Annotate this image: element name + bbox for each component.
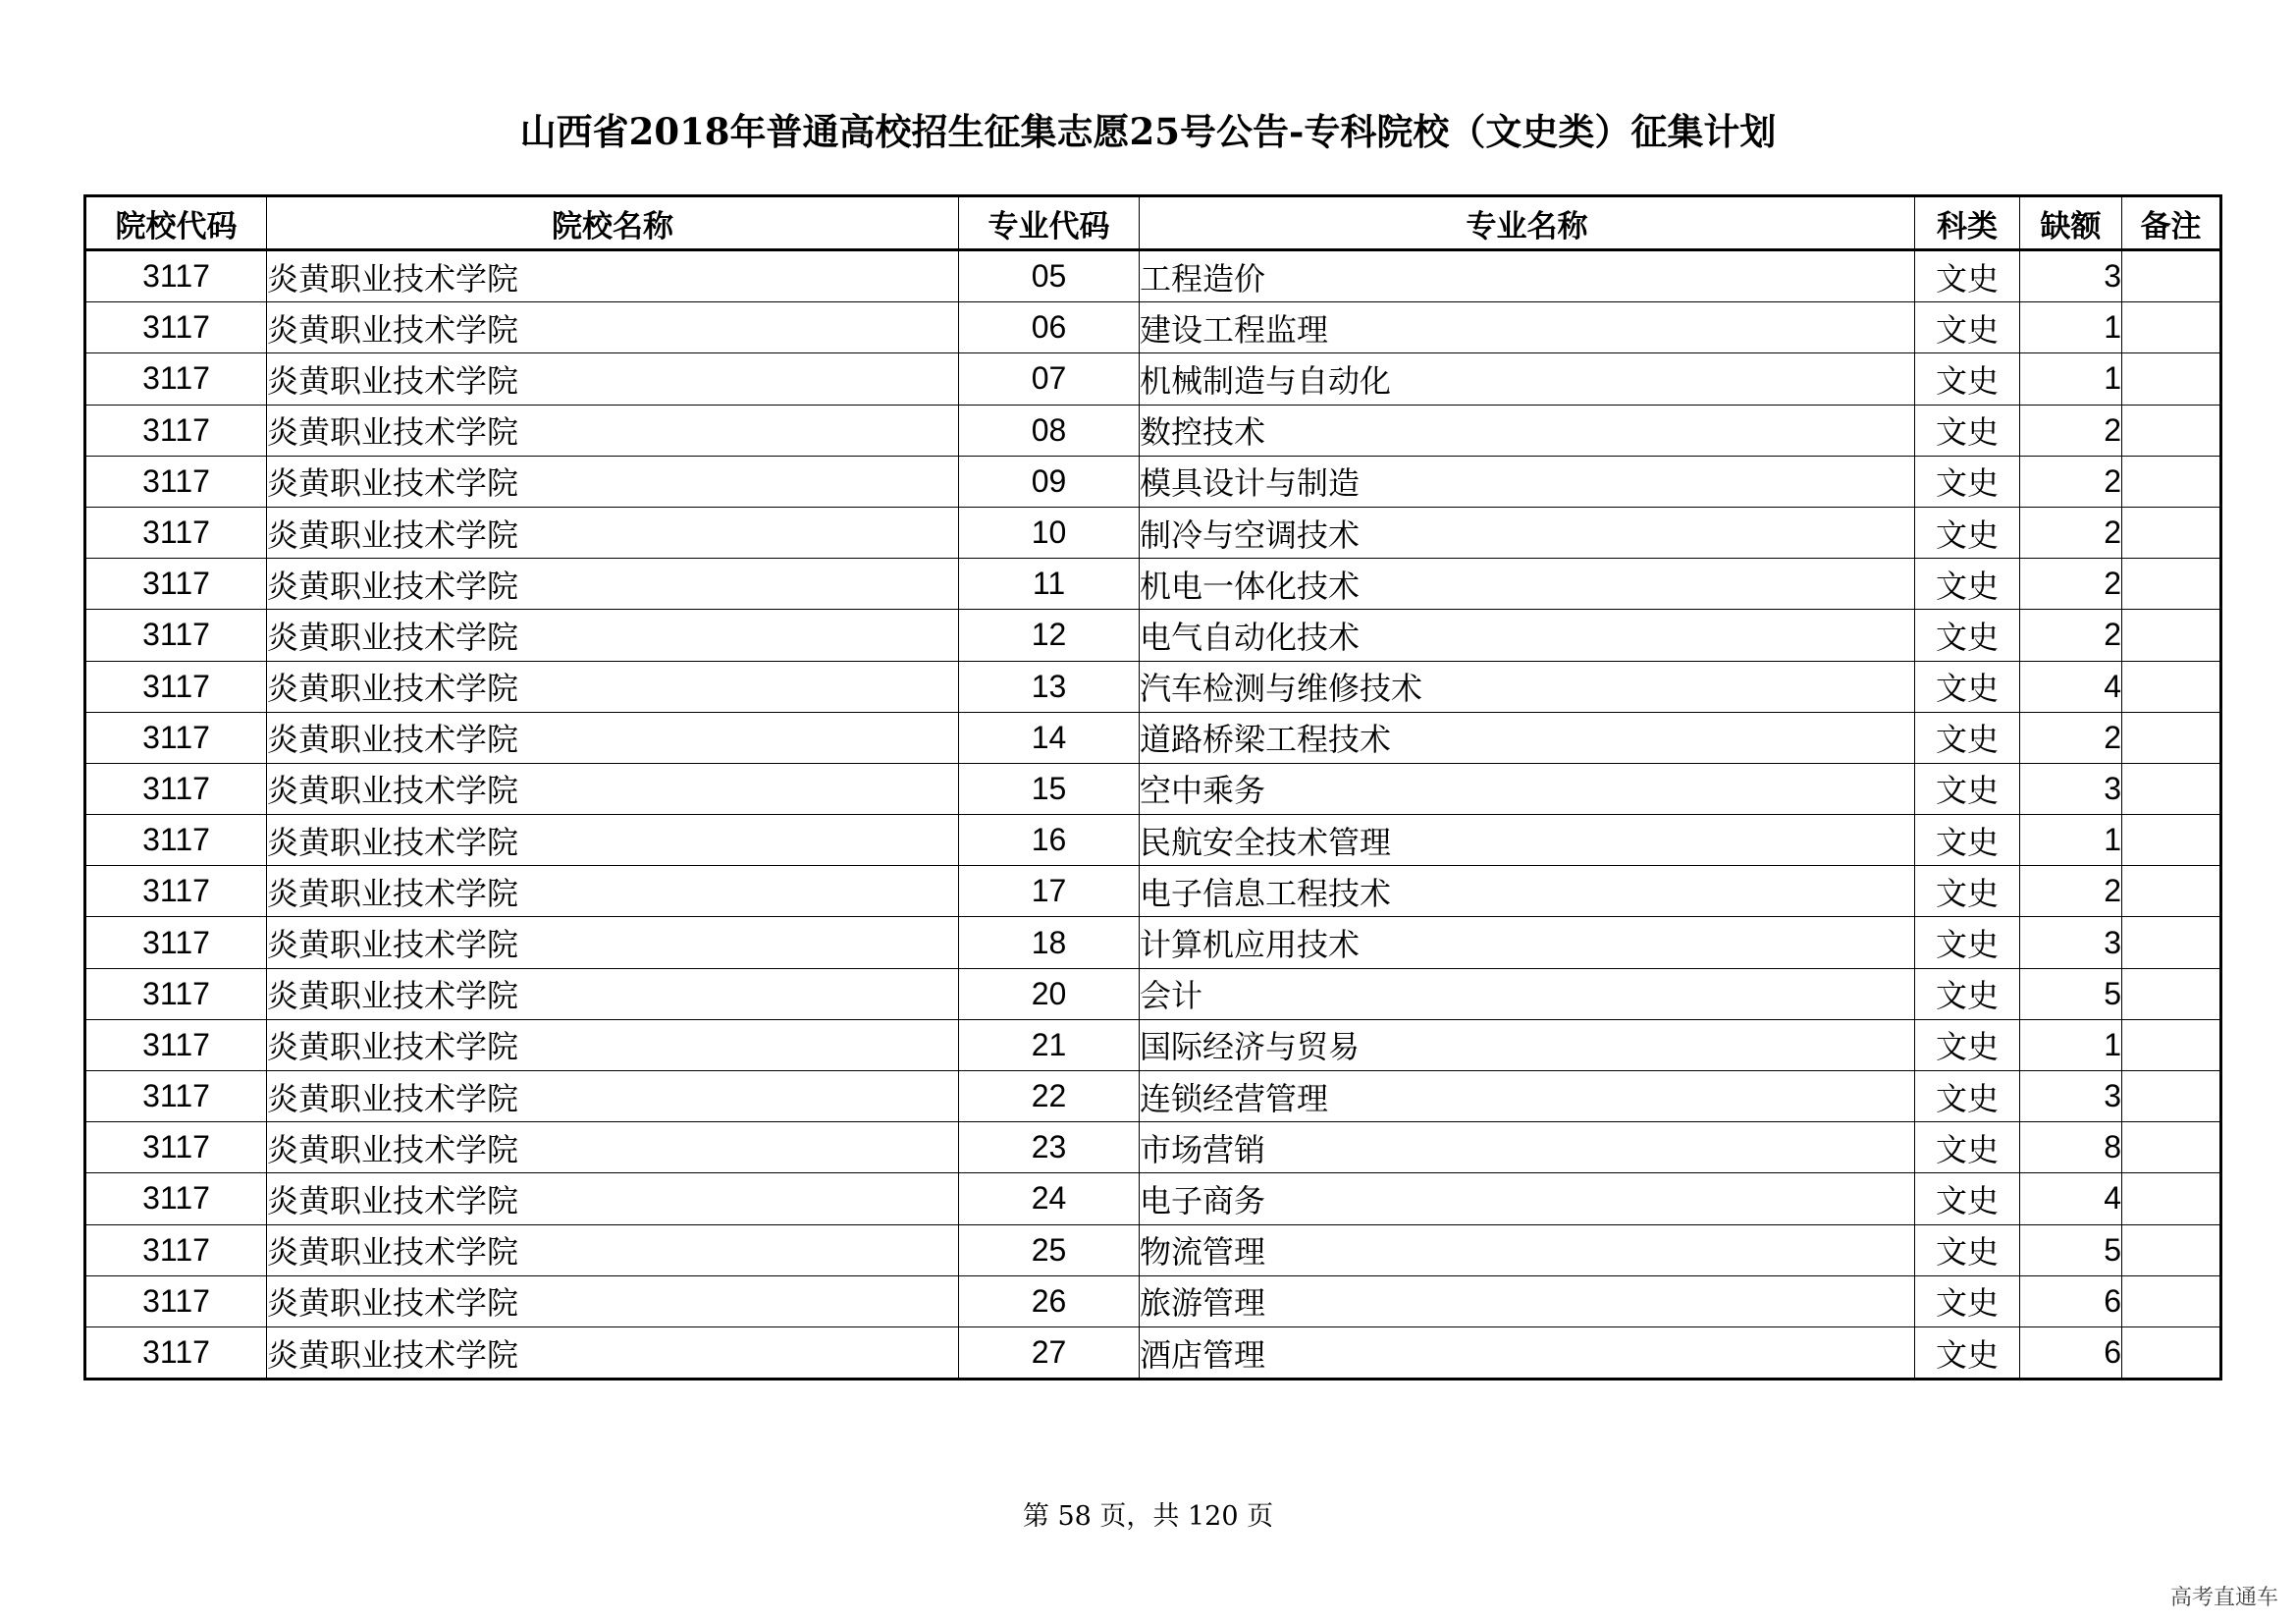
- cell-note: [2122, 559, 2221, 610]
- cell-major-name: 模具设计与制造: [1140, 456, 1915, 507]
- cell-school-code: 3117: [85, 1275, 267, 1326]
- cell-school-name: 炎黄职业技术学院: [267, 1173, 959, 1224]
- cell-quota: 1: [2020, 815, 2122, 866]
- cell-quota: 2: [2020, 507, 2122, 558]
- header-category: 科类: [1915, 196, 2020, 250]
- table-row: [85, 866, 2221, 917]
- cell-note: [2122, 866, 2221, 917]
- cell-school-name: 炎黄职业技术学院: [267, 610, 959, 661]
- cell-quota: 1: [2020, 302, 2122, 353]
- cell-category: 文史: [1915, 507, 2020, 558]
- cell-note: [2122, 1019, 2221, 1070]
- cell-school-code: 3117: [85, 456, 267, 507]
- page-title: 山西省2018年普通高校招生征集志愿25号公告-专科院校（文史类）征集计划: [519, 110, 1777, 153]
- cell-school-code: 3117: [85, 559, 267, 610]
- cell-category: 文史: [1915, 1326, 2020, 1379]
- header-major-name: 专业名称: [1140, 196, 1915, 250]
- cell-school-code: 3117: [85, 507, 267, 558]
- cell-quota: 1: [2020, 1019, 2122, 1070]
- cell-category: 文史: [1915, 1122, 2020, 1173]
- cell-note: [2122, 968, 2221, 1019]
- cell-category: 文史: [1915, 917, 2020, 968]
- cell-category: 文史: [1915, 968, 2020, 1019]
- cell-major-code: 05: [959, 250, 1140, 302]
- cell-school-name: 炎黄职业技术学院: [267, 507, 959, 558]
- cell-quota: 6: [2020, 1275, 2122, 1326]
- cell-major-name: 数控技术: [1140, 405, 1915, 456]
- cell-major-code: 27: [959, 1326, 1140, 1379]
- cell-category: 文史: [1915, 610, 2020, 661]
- cell-school-name: 炎黄职业技术学院: [267, 763, 959, 814]
- enrollment-plan-table: [83, 194, 2222, 1380]
- cell-major-code: 20: [959, 968, 1140, 1019]
- table-row: [85, 1122, 2221, 1173]
- cell-quota: 4: [2020, 1173, 2122, 1224]
- cell-major-code: 08: [959, 405, 1140, 456]
- cell-note: [2122, 712, 2221, 763]
- cell-major-name: 民航安全技术管理: [1140, 815, 1915, 866]
- table-row: [85, 1275, 2221, 1326]
- cell-school-name: 炎黄职业技术学院: [267, 1224, 959, 1275]
- cell-school-name: 炎黄职业技术学院: [267, 1071, 959, 1122]
- cell-major-name: 机械制造与自动化: [1140, 353, 1915, 405]
- table-row: [85, 559, 2221, 610]
- table-row: [85, 661, 2221, 712]
- cell-note: [2122, 763, 2221, 814]
- cell-category: 文史: [1915, 353, 2020, 405]
- cell-major-code: 23: [959, 1122, 1140, 1173]
- cell-category: 文史: [1915, 250, 2020, 302]
- cell-major-code: 14: [959, 712, 1140, 763]
- cell-category: 文史: [1915, 302, 2020, 353]
- cell-school-code: 3117: [85, 250, 267, 302]
- cell-note: [2122, 1275, 2221, 1326]
- cell-quota: 3: [2020, 763, 2122, 814]
- table-row: [85, 1019, 2221, 1070]
- cell-note: [2122, 1071, 2221, 1122]
- cell-note: [2122, 610, 2221, 661]
- cell-note: [2122, 250, 2221, 302]
- cell-major-code: 07: [959, 353, 1140, 405]
- cell-major-name: 计算机应用技术: [1140, 917, 1915, 968]
- table-row: [85, 456, 2221, 507]
- cell-major-code: 10: [959, 507, 1140, 558]
- cell-school-code: 3117: [85, 1326, 267, 1379]
- cell-quota: 3: [2020, 917, 2122, 968]
- cell-school-code: 3117: [85, 866, 267, 917]
- cell-quota: 3: [2020, 1071, 2122, 1122]
- cell-school-code: 3117: [85, 815, 267, 866]
- cell-school-name: 炎黄职业技术学院: [267, 405, 959, 456]
- cell-school-code: 3117: [85, 1071, 267, 1122]
- cell-category: 文史: [1915, 1173, 2020, 1224]
- cell-school-code: 3117: [85, 712, 267, 763]
- cell-quota: 2: [2020, 559, 2122, 610]
- cell-major-name: 电子信息工程技术: [1140, 866, 1915, 917]
- cell-major-name: 会计: [1140, 968, 1915, 1019]
- cell-note: [2122, 1224, 2221, 1275]
- cell-quota: 5: [2020, 968, 2122, 1019]
- cell-major-code: 21: [959, 1019, 1140, 1070]
- table-row: [85, 1326, 2221, 1379]
- cell-school-code: 3117: [85, 763, 267, 814]
- cell-major-name: 工程造价: [1140, 250, 1915, 302]
- cell-major-code: 11: [959, 559, 1140, 610]
- cell-major-code: 09: [959, 456, 1140, 507]
- cell-major-name: 酒店管理: [1140, 1326, 1915, 1379]
- cell-major-name: 连锁经营管理: [1140, 1071, 1915, 1122]
- cell-major-code: 24: [959, 1173, 1140, 1224]
- cell-school-code: 3117: [85, 405, 267, 456]
- cell-major-code: 15: [959, 763, 1140, 814]
- cell-major-code: 16: [959, 815, 1140, 866]
- cell-school-code: 3117: [85, 1224, 267, 1275]
- cell-note: [2122, 302, 2221, 353]
- cell-note: [2122, 1326, 2221, 1379]
- table-row: [85, 302, 2221, 353]
- cell-category: 文史: [1915, 1275, 2020, 1326]
- cell-school-name: 炎黄职业技术学院: [267, 1019, 959, 1070]
- header-school-name: 院校名称: [267, 196, 959, 250]
- table-row: [85, 405, 2221, 456]
- cell-school-code: 3117: [85, 661, 267, 712]
- cell-note: [2122, 917, 2221, 968]
- cell-category: 文史: [1915, 763, 2020, 814]
- cell-category: 文史: [1915, 405, 2020, 456]
- cell-major-name: 市场营销: [1140, 1122, 1915, 1173]
- cell-note: [2122, 815, 2221, 866]
- cell-school-name: 炎黄职业技术学院: [267, 968, 959, 1019]
- cell-note: [2122, 353, 2221, 405]
- cell-major-name: 建设工程监理: [1140, 302, 1915, 353]
- cell-major-code: 06: [959, 302, 1140, 353]
- cell-major-code: 18: [959, 917, 1140, 968]
- cell-note: [2122, 405, 2221, 456]
- cell-major-code: 17: [959, 866, 1140, 917]
- cell-school-code: 3117: [85, 302, 267, 353]
- cell-quota: 1: [2020, 353, 2122, 405]
- cell-school-name: 炎黄职业技术学院: [267, 712, 959, 763]
- cell-category: 文史: [1915, 712, 2020, 763]
- cell-note: [2122, 507, 2221, 558]
- table-body: [85, 250, 2221, 1380]
- cell-quota: 8: [2020, 1122, 2122, 1173]
- header-major-code: 专业代码: [959, 196, 1140, 250]
- cell-school-name: 炎黄职业技术学院: [267, 1122, 959, 1173]
- table-row: [85, 1071, 2221, 1122]
- cell-category: 文史: [1915, 866, 2020, 917]
- cell-major-code: 22: [959, 1071, 1140, 1122]
- cell-quota: 2: [2020, 610, 2122, 661]
- table-row: [85, 1173, 2221, 1224]
- cell-school-name: 炎黄职业技术学院: [267, 1326, 959, 1379]
- cell-quota: 6: [2020, 1326, 2122, 1379]
- cell-school-code: 3117: [85, 1173, 267, 1224]
- cell-school-name: 炎黄职业技术学院: [267, 661, 959, 712]
- cell-school-code: 3117: [85, 917, 267, 968]
- cell-major-name: 汽车检测与维修技术: [1140, 661, 1915, 712]
- table-row: [85, 917, 2221, 968]
- cell-major-name: 空中乘务: [1140, 763, 1915, 814]
- cell-school-name: 炎黄职业技术学院: [267, 559, 959, 610]
- cell-school-name: 炎黄职业技术学院: [267, 917, 959, 968]
- table-row: [85, 1224, 2221, 1275]
- cell-quota: 4: [2020, 661, 2122, 712]
- cell-note: [2122, 1173, 2221, 1224]
- cell-major-name: 物流管理: [1140, 1224, 1915, 1275]
- cell-quota: 2: [2020, 712, 2122, 763]
- cell-major-code: 13: [959, 661, 1140, 712]
- cell-major-name: 机电一体化技术: [1140, 559, 1915, 610]
- cell-major-name: 国际经济与贸易: [1140, 1019, 1915, 1070]
- cell-category: 文史: [1915, 1071, 2020, 1122]
- watermark-text: 高考直通车: [2169, 1586, 2278, 1610]
- header-quota: 缺额: [2020, 196, 2122, 250]
- table-row: [85, 763, 2221, 814]
- cell-school-name: 炎黄职业技术学院: [267, 1275, 959, 1326]
- cell-school-code: 3117: [85, 610, 267, 661]
- cell-note: [2122, 456, 2221, 507]
- cell-major-name: 旅游管理: [1140, 1275, 1915, 1326]
- cell-category: 文史: [1915, 661, 2020, 712]
- table-row: [85, 353, 2221, 405]
- cell-school-name: 炎黄职业技术学院: [267, 302, 959, 353]
- cell-category: 文史: [1915, 559, 2020, 610]
- page-number: 第 58 页，共 120 页: [1022, 1501, 1274, 1532]
- cell-major-name: 道路桥梁工程技术: [1140, 712, 1915, 763]
- cell-category: 文史: [1915, 815, 2020, 866]
- cell-category: 文史: [1915, 1224, 2020, 1275]
- cell-school-name: 炎黄职业技术学院: [267, 866, 959, 917]
- cell-school-name: 炎黄职业技术学院: [267, 250, 959, 302]
- cell-school-code: 3117: [85, 353, 267, 405]
- header-note: 备注: [2122, 196, 2221, 250]
- cell-quota: 5: [2020, 1224, 2122, 1275]
- cell-quota: 2: [2020, 866, 2122, 917]
- table-row: [85, 610, 2221, 661]
- table-row: [85, 815, 2221, 866]
- cell-major-name: 制冷与空调技术: [1140, 507, 1915, 558]
- cell-major-code: 25: [959, 1224, 1140, 1275]
- table-row: [85, 712, 2221, 763]
- cell-major-code: 12: [959, 610, 1140, 661]
- table-row: [85, 968, 2221, 1019]
- cell-quota: 3: [2020, 250, 2122, 302]
- header-school-code: 院校代码: [85, 196, 267, 250]
- cell-quota: 2: [2020, 456, 2122, 507]
- cell-school-name: 炎黄职业技术学院: [267, 353, 959, 405]
- cell-category: 文史: [1915, 456, 2020, 507]
- cell-major-name: 电子商务: [1140, 1173, 1915, 1224]
- table-row: [85, 507, 2221, 558]
- cell-school-name: 炎黄职业技术学院: [267, 456, 959, 507]
- cell-major-code: 26: [959, 1275, 1140, 1326]
- cell-note: [2122, 661, 2221, 712]
- cell-note: [2122, 1122, 2221, 1173]
- cell-school-code: 3117: [85, 1122, 267, 1173]
- table-row: [85, 250, 2221, 302]
- table-header-row: [85, 196, 2221, 250]
- cell-school-code: 3117: [85, 968, 267, 1019]
- cell-major-name: 电气自动化技术: [1140, 610, 1915, 661]
- cell-category: 文史: [1915, 1019, 2020, 1070]
- cell-school-name: 炎黄职业技术学院: [267, 815, 959, 866]
- cell-quota: 2: [2020, 405, 2122, 456]
- cell-school-code: 3117: [85, 1019, 267, 1070]
